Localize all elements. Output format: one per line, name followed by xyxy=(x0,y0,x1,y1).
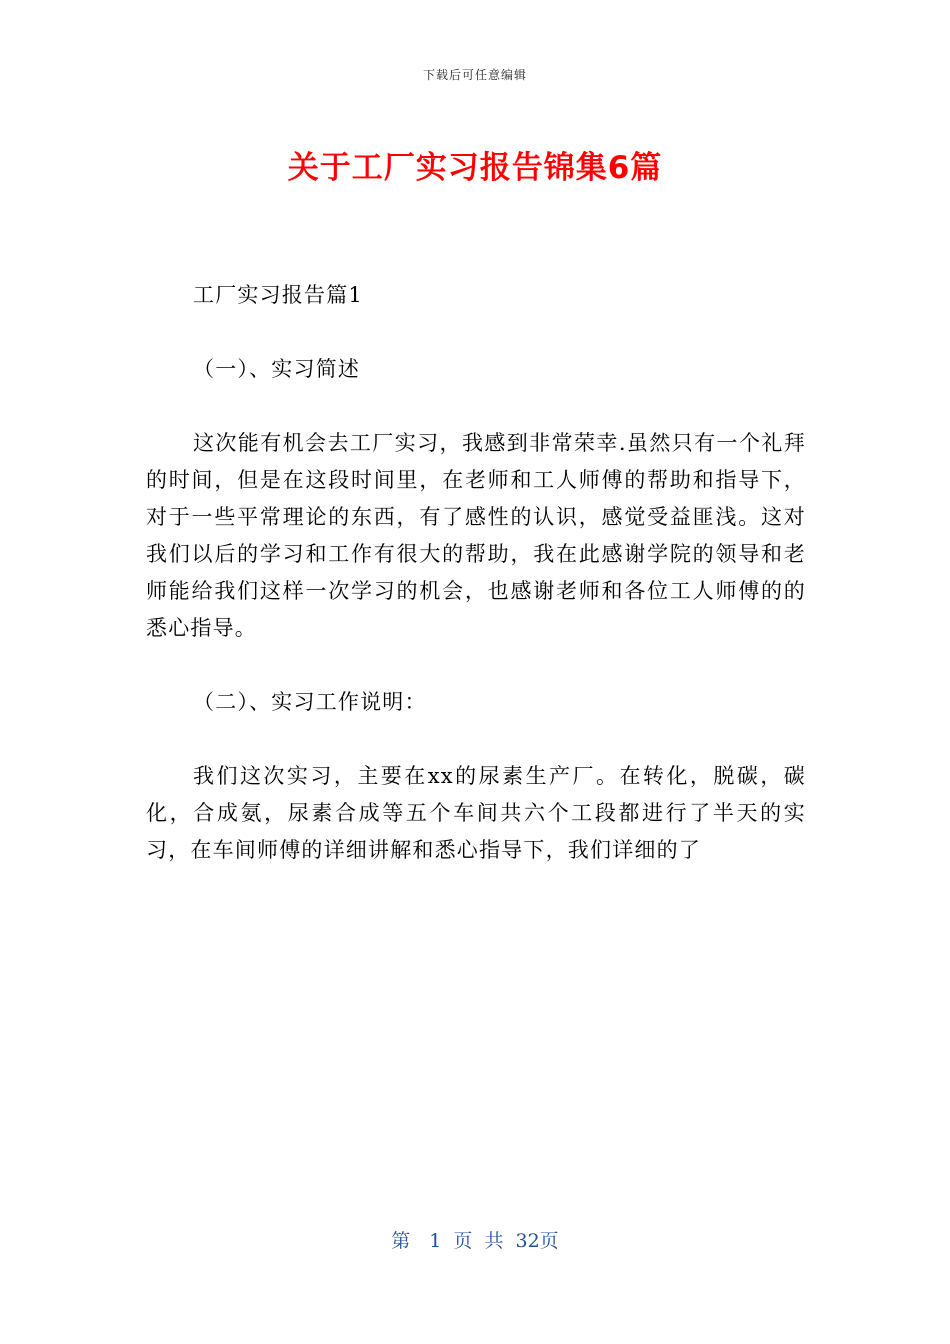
subsection-heading: （一）、实习简述 xyxy=(193,357,361,381)
document-body xyxy=(146,277,806,869)
body-paragraph: 我们这次实习，主要在xx的尿素生产厂。在转化，脱碳，碳化，合成氨，尿素合成等五个车间共六个工段都进行了半天的实习，在车间师傅的详细讲解和悉心指导下，我们详细的了 xyxy=(146,764,806,862)
page-number: 第 1 页 共 32页 xyxy=(391,1230,559,1252)
document-title: 关于工厂实习报告锦集6篇 xyxy=(287,150,663,186)
subsection-heading: （二）、实习工作说明： xyxy=(193,690,427,714)
body-paragraph: 这次能有机会去工厂实习，我感到非常荣幸.虽然只有一个礼拜的时间，但是在这段时间里，在老师和工人师傅的帮助和指导下，对于一些平常理论的东西，有了感性的认识，感觉受益匪浅。这对我们以后的学习和工作有很大的帮助，我在此感谢学院的领导和老师能给我们这样一次学习的机会，也感谢老师和各位工人师傅的的悉心指导。 xyxy=(146,431,806,640)
section-heading: 工厂实习报告篇1 xyxy=(193,283,363,307)
header-note: 下载后可任意编辑 xyxy=(422,68,527,82)
